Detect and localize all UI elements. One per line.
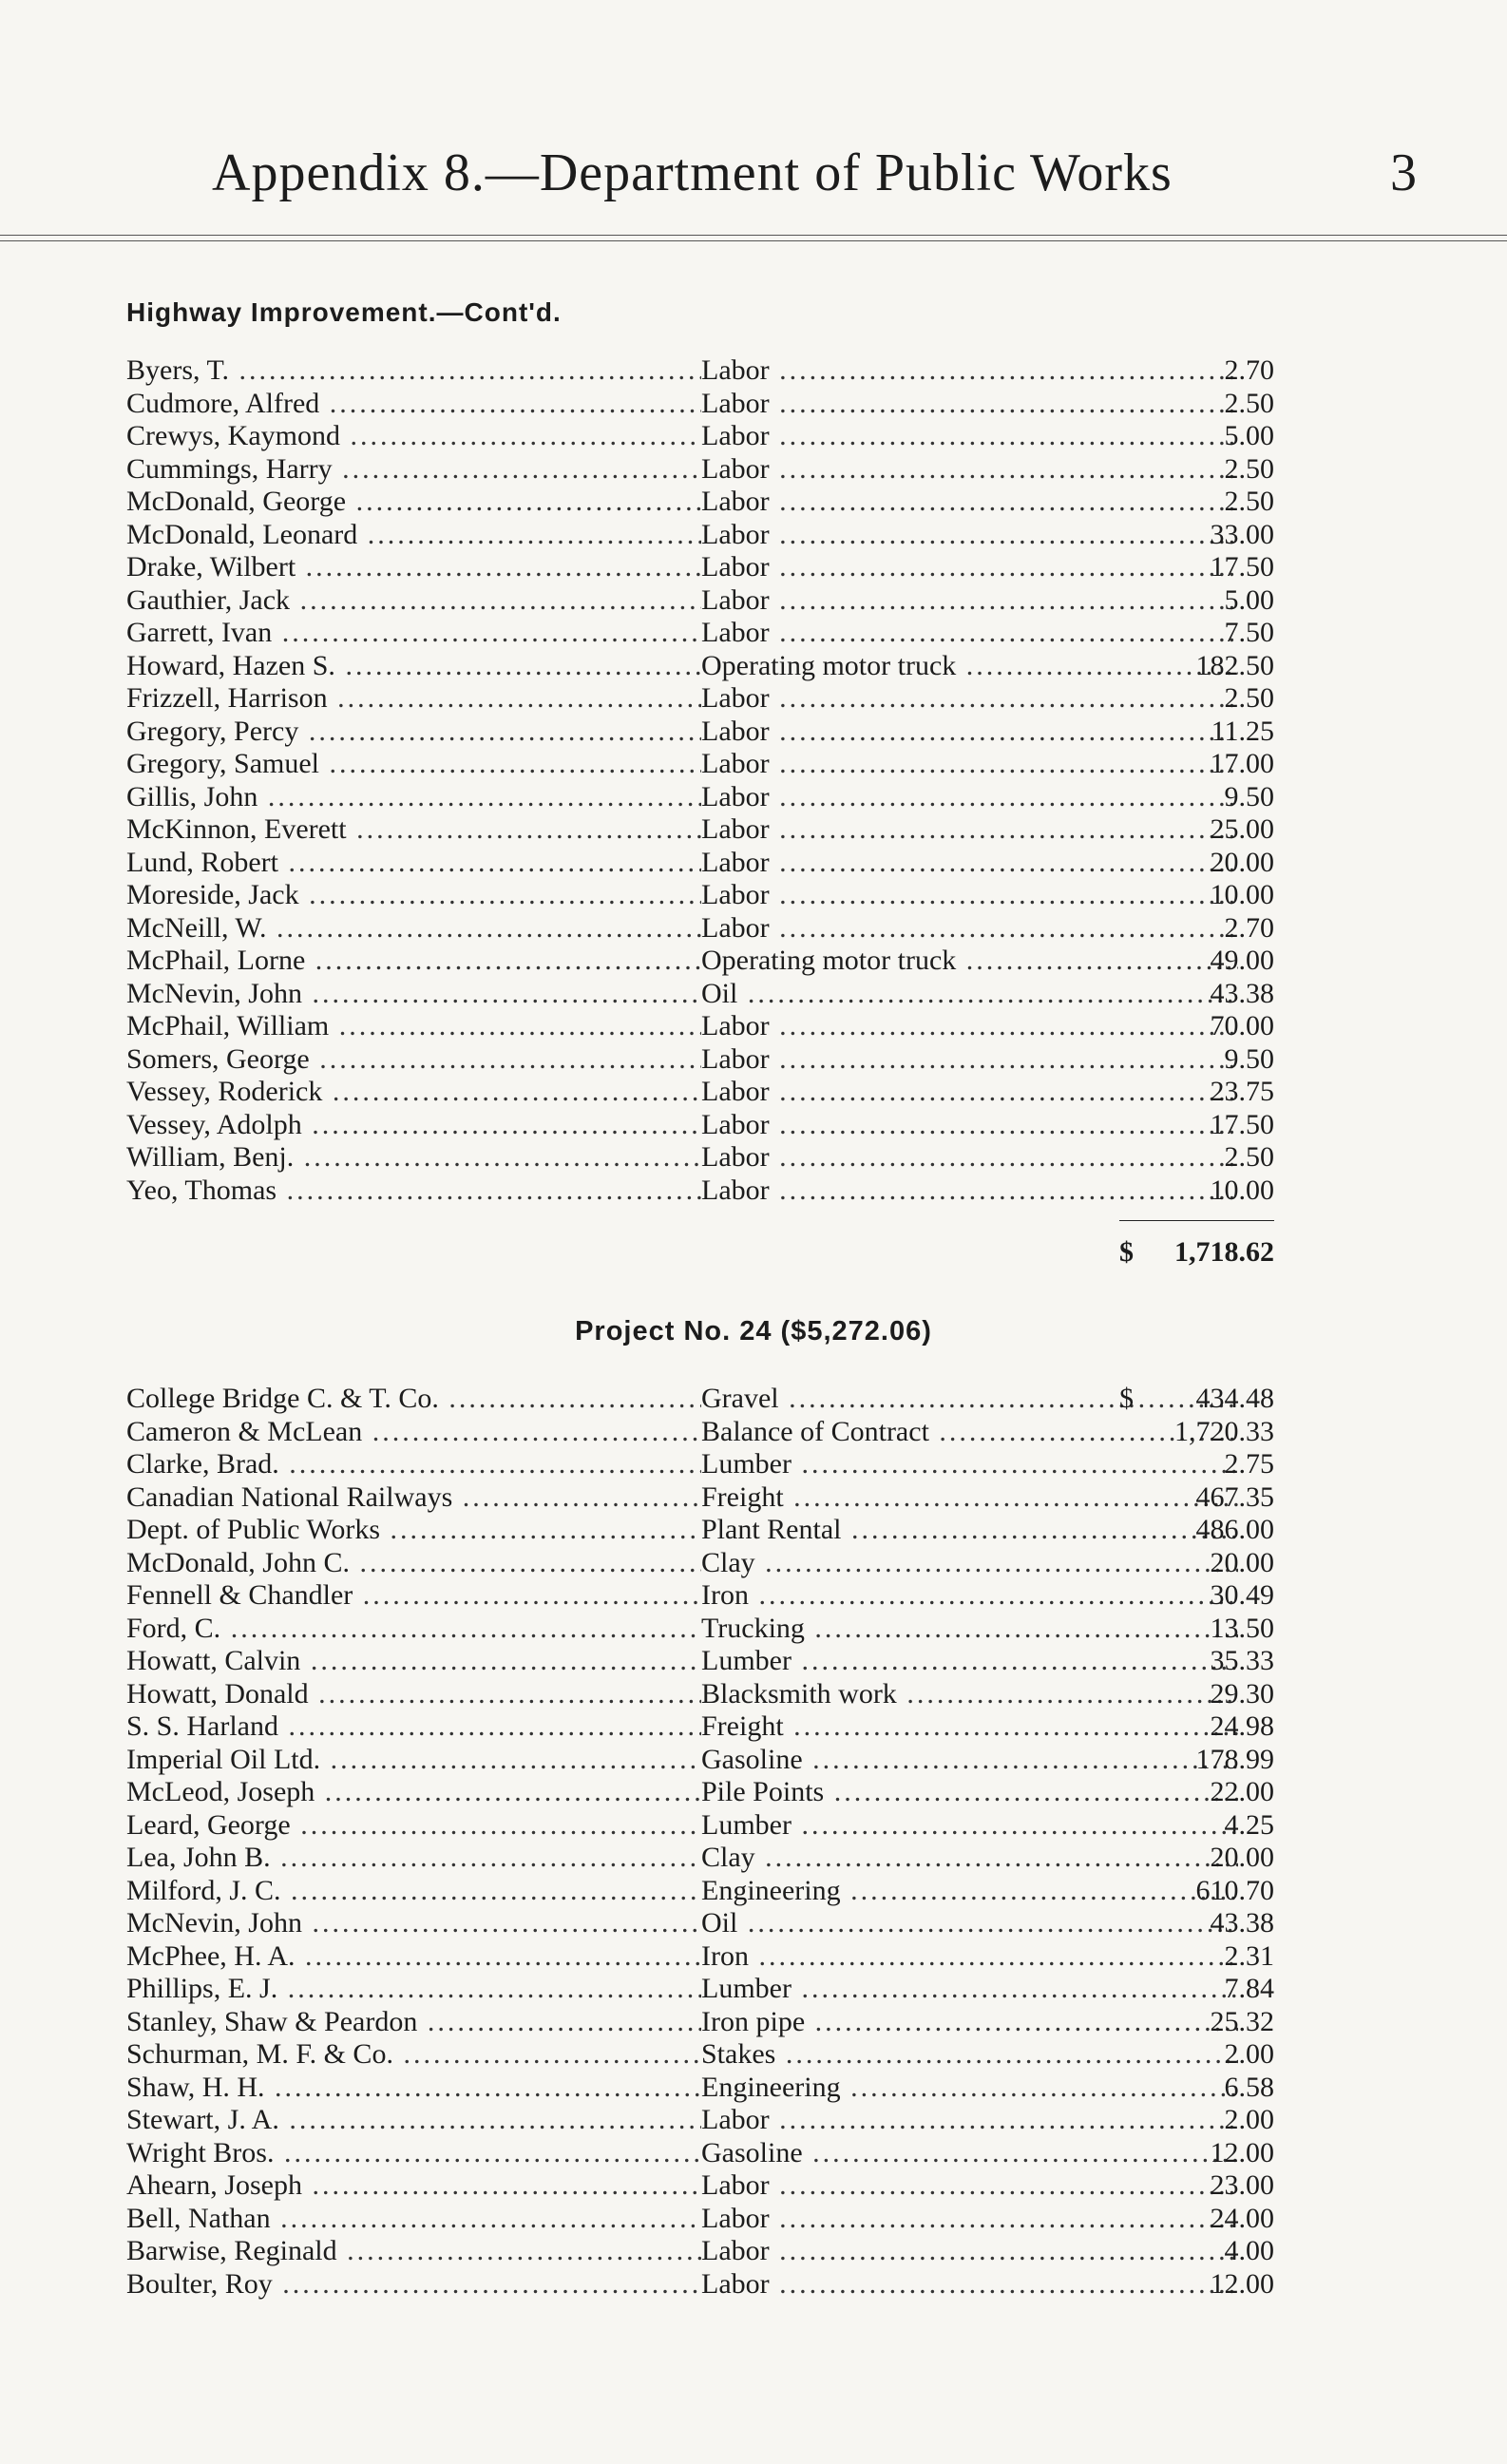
payee-name: Wright Bros. ..... xyxy=(126,2137,701,2170)
item-description: Labor ..... xyxy=(701,813,1238,847)
item-description: Labor ..... xyxy=(701,2203,1238,2236)
amount: 4.25 xyxy=(1224,1808,1274,1841)
payee-name: Gregory, Samuel ..... xyxy=(126,748,701,781)
payee-name: Lund, Robert ..... xyxy=(126,847,701,880)
payee-name: Cudmore, Alfred ..... xyxy=(126,388,701,421)
item-description: Labor ..... xyxy=(701,1109,1238,1142)
amount: 2.31 xyxy=(1224,1939,1274,1972)
payee-name: Gillis, John ..... xyxy=(126,781,701,814)
payee-name: McPhee, H. A. ..... xyxy=(126,1940,701,1974)
amount: 33.00 xyxy=(1210,518,1274,550)
payee-name: Phillips, E. J. ..... xyxy=(126,1973,701,2006)
amount: 29.30 xyxy=(1210,1677,1274,1710)
item-description: Labor ..... xyxy=(701,617,1238,650)
amount: 610.70 xyxy=(1195,1874,1274,1906)
amount: 49.00 xyxy=(1210,945,1274,976)
item-description: Freight ..... xyxy=(701,1710,1238,1744)
payee-name: Howatt, Calvin ..... xyxy=(126,1645,701,1678)
table-row xyxy=(126,682,1274,716)
table-row xyxy=(126,2006,1274,2039)
payee-name: Gauthier, Jack ..... xyxy=(126,584,701,618)
item-description: Labor ..... xyxy=(701,1010,1238,1043)
payee-name: Stanley, Shaw & Peardon ..... xyxy=(126,2006,701,2039)
table-row xyxy=(126,879,1274,912)
item-description: Operating motor truck ..... xyxy=(701,650,1238,683)
table-row xyxy=(126,650,1274,683)
table-row xyxy=(126,716,1274,749)
table-row xyxy=(126,2137,1274,2170)
item-description: Blacksmith work ..... xyxy=(701,1678,1238,1711)
item-description: Labor ..... xyxy=(701,1076,1238,1109)
item-description: Labor ..... xyxy=(701,2104,1238,2137)
payee-name: Schurman, M. F. & Co. ..... xyxy=(126,2038,701,2072)
amount: 467.35 xyxy=(1195,1480,1274,1513)
table-row xyxy=(126,1547,1274,1580)
payee-name: William, Benj. ..... xyxy=(126,1141,701,1175)
amount: 1,720.33 xyxy=(1174,1415,1274,1447)
project-heading: Project No. 24 ($5,272.06) xyxy=(575,1316,932,1347)
table-row xyxy=(126,1175,1274,1208)
payee-name: College Bridge C. & T. Co. ..... xyxy=(126,1383,701,1416)
table-row xyxy=(126,1416,1274,1449)
table-row xyxy=(126,1514,1274,1547)
table-row xyxy=(126,1710,1274,1744)
item-description: Trucking ..... xyxy=(701,1613,1238,1646)
total-rule xyxy=(1119,1220,1274,1221)
item-description: Labor ..... xyxy=(701,584,1238,618)
amount: 17.50 xyxy=(1210,551,1274,583)
amount: 2.50 xyxy=(1224,387,1274,419)
item-description: Lumber ..... xyxy=(701,1645,1238,1678)
table-row xyxy=(126,354,1274,388)
item-description: Labor ..... xyxy=(701,453,1238,487)
table-row xyxy=(126,748,1274,781)
payee-name: Milford, J. C. ..... xyxy=(126,1875,701,1908)
item-description: Gasoline ..... xyxy=(701,1744,1238,1777)
item-description: Oil ..... xyxy=(701,978,1238,1011)
table-row xyxy=(126,1678,1274,1711)
item-description: Labor ..... xyxy=(701,912,1238,945)
payee-name: Ford, C. ..... xyxy=(126,1613,701,1646)
payee-name: McDonald, John C. ..... xyxy=(126,1547,701,1580)
payee-name: Howard, Hazen S. ..... xyxy=(126,650,701,683)
table-row xyxy=(126,1613,1274,1646)
table-row xyxy=(126,1109,1274,1142)
payee-name: Garrett, Ivan ..... xyxy=(126,617,701,650)
amount: 22.00 xyxy=(1210,1776,1274,1807)
amount: 24.98 xyxy=(1210,1710,1274,1742)
table-row xyxy=(126,2235,1274,2268)
table-row xyxy=(126,1645,1274,1678)
table-row xyxy=(126,813,1274,847)
item-description: Labor ..... xyxy=(701,716,1238,749)
project-24-table xyxy=(126,1383,1274,2301)
amount: 2.70 xyxy=(1224,911,1274,944)
amount: 9.50 xyxy=(1224,780,1274,812)
payee-name: Cameron & McLean ..... xyxy=(126,1416,701,1449)
item-description: Engineering ..... xyxy=(701,2072,1238,2105)
table-row xyxy=(126,978,1274,1011)
amount: 17.50 xyxy=(1210,1108,1274,1140)
amount: 7.84 xyxy=(1224,1973,1274,2004)
table-row xyxy=(126,1383,1274,1416)
amount: 12.00 xyxy=(1210,2267,1274,2300)
header-rule-top xyxy=(0,235,1507,236)
item-description: Pile Points ..... xyxy=(701,1776,1238,1809)
amount: 7.50 xyxy=(1224,617,1274,648)
payee-name: Somers, George ..... xyxy=(126,1043,701,1077)
table-row xyxy=(126,2072,1274,2105)
amount: 2.50 xyxy=(1224,1141,1274,1173)
payee-name: Bell, Nathan ..... xyxy=(126,2203,701,2236)
payee-name: McPhail, Lorne ..... xyxy=(126,945,701,978)
item-description: Labor ..... xyxy=(701,551,1238,584)
item-description: Labor ..... xyxy=(701,2235,1238,2268)
table-row xyxy=(126,2203,1274,2236)
payee-name: Vessey, Roderick ..... xyxy=(126,1076,701,1109)
table-row xyxy=(126,1448,1274,1481)
table-row xyxy=(126,847,1274,880)
payee-name: Leard, George ..... xyxy=(126,1809,701,1843)
amount: 25.32 xyxy=(1210,2005,1274,2037)
amount: 2.70 xyxy=(1224,354,1274,386)
payee-name: Boulter, Roy ..... xyxy=(126,2268,701,2302)
item-description: Labor ..... xyxy=(701,1141,1238,1175)
payee-name: McLeod, Joseph ..... xyxy=(126,1776,701,1809)
payee-name: Gregory, Percy ..... xyxy=(126,716,701,749)
table-row xyxy=(126,617,1274,650)
amount: 13.50 xyxy=(1210,1612,1274,1644)
page-header xyxy=(0,143,1507,219)
payee-name: Ahearn, Joseph ..... xyxy=(126,2169,701,2203)
payee-name: McNeill, W. ..... xyxy=(126,912,701,945)
payee-name: Clarke, Brad. ..... xyxy=(126,1448,701,1481)
amount: 6.58 xyxy=(1224,2071,1274,2103)
amount: 2.00 xyxy=(1224,2104,1274,2135)
item-description: Labor ..... xyxy=(701,519,1238,552)
item-description: Plant Rental ..... xyxy=(701,1514,1238,1547)
table-row xyxy=(126,912,1274,945)
payee-name: Stewart, J. A. ..... xyxy=(126,2104,701,2137)
item-description: Operating motor truck ..... xyxy=(701,945,1238,978)
table-row xyxy=(126,1744,1274,1777)
payee-name: Moreside, Jack ..... xyxy=(126,879,701,912)
payee-name: Yeo, Thomas ..... xyxy=(126,1175,701,1208)
payee-name: Frizzell, Harrison ..... xyxy=(126,682,701,716)
payee-name: Imperial Oil Ltd. ..... xyxy=(126,1744,701,1777)
item-description: Freight ..... xyxy=(701,1481,1238,1515)
amount: 11.25 xyxy=(1211,715,1274,747)
highway-improvement-table xyxy=(126,354,1274,1207)
amount: 20.00 xyxy=(1210,846,1274,878)
table-row xyxy=(126,2268,1274,2302)
item-description: Balance of Contract ..... xyxy=(701,1416,1238,1449)
payee-name: Fennell & Chandler ..... xyxy=(126,1579,701,1613)
payee-name: Canadian National Railways ..... xyxy=(126,1481,701,1515)
payee-name: Barwise, Reginald ..... xyxy=(126,2235,701,2268)
amount: 2.50 xyxy=(1224,486,1274,517)
section-heading: Highway Improvement.—Cont'd. xyxy=(126,297,562,327)
amount: 20.00 xyxy=(1210,1842,1274,1873)
table-row xyxy=(126,1076,1274,1109)
table-row xyxy=(126,2038,1274,2072)
table-row xyxy=(126,453,1274,487)
item-description: Engineering ..... xyxy=(701,1875,1238,1908)
item-description: Stakes ..... xyxy=(701,2038,1238,2072)
table-row xyxy=(126,1481,1274,1515)
table-row xyxy=(126,1809,1274,1843)
amount: 70.00 xyxy=(1210,1010,1274,1041)
amount: 178.99 xyxy=(1195,1743,1274,1775)
amount: 24.00 xyxy=(1210,2202,1274,2234)
item-description: Oil ..... xyxy=(701,1907,1238,1940)
amount: 2.00 xyxy=(1224,2038,1274,2070)
amount: 12.00 xyxy=(1210,2136,1274,2168)
amount: 43.38 xyxy=(1210,1907,1274,1939)
amount: 10.00 xyxy=(1210,879,1274,910)
item-description: Labor ..... xyxy=(701,2169,1238,2203)
item-description: Labor ..... xyxy=(701,420,1238,453)
item-description: Labor ..... xyxy=(701,682,1238,716)
payee-name: McKinnon, Everett ..... xyxy=(126,813,701,847)
amount: 17.00 xyxy=(1210,748,1274,779)
item-description: Iron pipe ..... xyxy=(701,2006,1238,2039)
item-description: Lumber ..... xyxy=(701,1809,1238,1843)
item-description: Clay ..... xyxy=(701,1842,1238,1875)
table-row xyxy=(126,1875,1274,1908)
item-description: Labor ..... xyxy=(701,1043,1238,1077)
table-row xyxy=(126,584,1274,618)
payee-name: Byers, T. ..... xyxy=(126,354,701,388)
payee-name: McNevin, John ..... xyxy=(126,978,701,1011)
table-row xyxy=(126,486,1274,519)
item-description: Labor ..... xyxy=(701,354,1238,388)
amount: 30.49 xyxy=(1210,1579,1274,1611)
amount: 2.50 xyxy=(1224,452,1274,485)
page-number: 3 xyxy=(1390,143,1417,202)
payee-name: McDonald, Leonard ..... xyxy=(126,519,701,552)
table-row xyxy=(126,1842,1274,1875)
item-description: Iron ..... xyxy=(701,1940,1238,1974)
item-description: Lumber ..... xyxy=(701,1448,1238,1481)
item-description: Labor ..... xyxy=(701,2268,1238,2302)
payee-name: S. S. Harland ..... xyxy=(126,1710,701,1744)
currency-symbol: $ xyxy=(1119,1383,1134,1414)
item-description: Labor ..... xyxy=(701,847,1238,880)
table-row xyxy=(126,1776,1274,1809)
header-rule-bottom xyxy=(0,240,1507,241)
amount: 43.38 xyxy=(1210,977,1274,1009)
amount: 25.00 xyxy=(1210,813,1274,845)
amount: 434.48 xyxy=(1195,1383,1274,1414)
page-title: Appendix 8.—Department of Public Works xyxy=(212,143,1173,202)
payee-name: Shaw, H. H. ..... xyxy=(126,2072,701,2105)
payee-name: Lea, John B. ..... xyxy=(126,1842,701,1875)
payee-name: Cummings, Harry ..... xyxy=(126,453,701,487)
item-description: Labor ..... xyxy=(701,879,1238,912)
item-description: Iron ..... xyxy=(701,1579,1238,1613)
table-row xyxy=(126,1010,1274,1043)
amount: 10.00 xyxy=(1210,1174,1274,1206)
payee-name: Vessey, Adolph ..... xyxy=(126,1109,701,1142)
amount: 486.00 xyxy=(1195,1514,1274,1545)
table-row xyxy=(126,2104,1274,2137)
table-row xyxy=(126,388,1274,421)
amount: 4.00 xyxy=(1224,2235,1274,2266)
total-amount: 1,718.62 xyxy=(1174,1236,1274,1268)
amount: 23.75 xyxy=(1210,1076,1274,1107)
payee-name: Howatt, Donald ..... xyxy=(126,1678,701,1711)
item-description: Labor ..... xyxy=(701,781,1238,814)
payee-name: McDonald, George ..... xyxy=(126,486,701,519)
item-description: Clay ..... xyxy=(701,1547,1238,1580)
table-row xyxy=(126,781,1274,814)
table-row xyxy=(126,1973,1274,2006)
payee-name: McPhail, William ..... xyxy=(126,1010,701,1043)
payee-name: McNevin, John ..... xyxy=(126,1907,701,1940)
table-row xyxy=(126,1907,1274,1940)
item-description: Lumber ..... xyxy=(701,1973,1238,2006)
item-description: Labor ..... xyxy=(701,486,1238,519)
table-row xyxy=(126,2169,1274,2203)
payee-name: Crewys, Kaymond ..... xyxy=(126,420,701,453)
amount: 5.00 xyxy=(1224,420,1274,451)
total-currency: $ xyxy=(1119,1236,1134,1268)
amount: 2.50 xyxy=(1224,682,1274,714)
amount: 2.75 xyxy=(1224,1448,1274,1480)
table-row xyxy=(126,945,1274,978)
item-description: Gravel ..... xyxy=(701,1383,1238,1416)
table-row xyxy=(126,519,1274,552)
amount: 35.33 xyxy=(1210,1645,1274,1676)
amount: 20.00 xyxy=(1210,1546,1274,1578)
payee-name: Dept. of Public Works ..... xyxy=(126,1514,701,1547)
payee-name: Drake, Wilbert ..... xyxy=(126,551,701,584)
table-row xyxy=(126,551,1274,584)
item-description: Labor ..... xyxy=(701,748,1238,781)
table-row xyxy=(126,1579,1274,1613)
amount: 23.00 xyxy=(1210,2169,1274,2201)
item-description: Labor ..... xyxy=(701,388,1238,421)
table-row xyxy=(126,1043,1274,1077)
amount: 182.50 xyxy=(1195,649,1274,681)
table-row xyxy=(126,420,1274,453)
item-description: Gasoline ..... xyxy=(701,2137,1238,2170)
item-description: Labor ..... xyxy=(701,1175,1238,1208)
table-row xyxy=(126,1940,1274,1974)
amount: 5.00 xyxy=(1224,583,1274,616)
amount: 9.50 xyxy=(1224,1042,1274,1075)
table-row xyxy=(126,1141,1274,1175)
